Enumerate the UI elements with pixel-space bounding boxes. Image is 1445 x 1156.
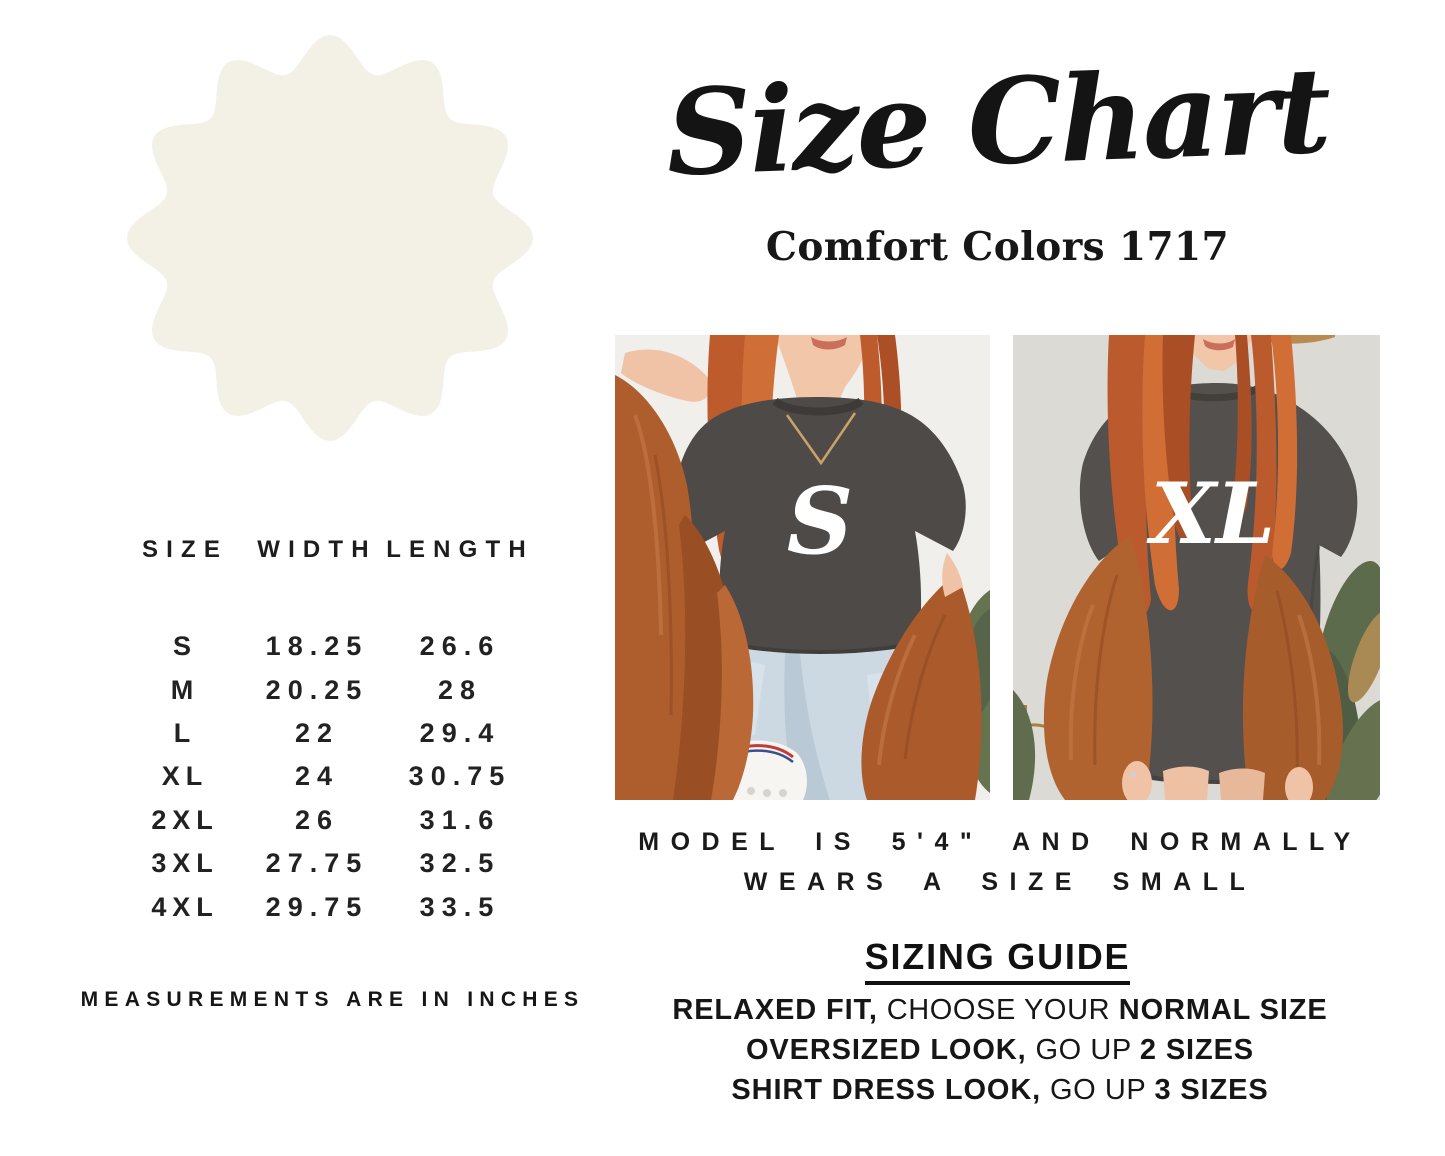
- scallop-shape: [125, 33, 535, 443]
- size-cell: L: [173, 717, 197, 748]
- table-row: [118, 842, 538, 885]
- header-size: SIZE: [142, 536, 228, 563]
- model-note-line2: WEARS A SIZE SMALL: [743, 868, 1257, 896]
- size-cell: S: [173, 631, 197, 662]
- shirt-size-letter-xl: XL: [1150, 464, 1276, 563]
- guide-segment: 2 SIZES: [1139, 1034, 1254, 1066]
- sizing-guide-line: [600, 990, 1400, 1030]
- length-cell: 28: [437, 674, 483, 705]
- header-length: LENGTH: [386, 536, 534, 563]
- shirt-size-letter-s: S: [786, 467, 854, 575]
- table-row: [118, 755, 538, 798]
- page-title: Size Chart: [664, 40, 1331, 203]
- model-photo-size-s: [615, 335, 990, 800]
- guide-segment: 3 SIZES: [1154, 1074, 1269, 1106]
- model-photo-size-xl: [1013, 335, 1380, 800]
- measurements-note: MEASUREMENTS ARE IN INCHES: [80, 988, 585, 1011]
- model-note: [610, 822, 1390, 902]
- length-cell: 32.5: [419, 848, 501, 879]
- length-cell: 26.6: [419, 631, 501, 662]
- guide-segment: OVERSIZED LOOK,: [745, 1034, 1036, 1066]
- sizing-guide-line: [600, 1070, 1400, 1110]
- guide-segment: RELAXED FIT,: [672, 994, 887, 1026]
- size-table-body: [118, 625, 538, 929]
- size-cell: 4XL: [151, 891, 219, 922]
- sizing-guide-heading: SIZING GUIDE: [865, 936, 1131, 985]
- table-row: [118, 625, 538, 668]
- size-table: [118, 536, 538, 564]
- width-cell: 29.75: [265, 891, 369, 922]
- page-subtitle: Comfort Colors 1717: [765, 224, 1230, 270]
- guide-segment: GO UP: [1050, 1074, 1155, 1106]
- width-cell: 20.25: [265, 674, 369, 705]
- table-row: [118, 885, 538, 928]
- size-table-header: [118, 536, 538, 564]
- length-cell: 31.6: [419, 804, 501, 835]
- width-cell: 26: [294, 804, 340, 835]
- guide-segment: CHOOSE YOUR: [886, 994, 1119, 1026]
- sizing-guide-line: [600, 1030, 1400, 1070]
- size-cell: M: [170, 674, 200, 705]
- size-cell: XL: [161, 761, 209, 792]
- width-cell: 27.75: [265, 848, 369, 879]
- length-cell: 29.4: [419, 717, 501, 748]
- width-cell: 18.25: [265, 631, 369, 662]
- length-cell: 33.5: [419, 891, 501, 922]
- width-cell: 22: [294, 717, 340, 748]
- model-note-line1: MODEL IS 5'4" AND NORMALLY: [638, 828, 1362, 856]
- guide-segment: SHIRT DRESS LOOK,: [731, 1074, 1050, 1106]
- length-cell: 30.75: [408, 761, 512, 792]
- table-row: [118, 712, 538, 755]
- guide-segment: GO UP: [1035, 1034, 1140, 1066]
- table-row: [118, 668, 538, 711]
- size-cell: 2XL: [151, 804, 219, 835]
- sizing-guide: [600, 990, 1400, 1110]
- guide-segment: NORMAL SIZE: [1118, 994, 1328, 1026]
- header-width: WIDTH: [257, 536, 377, 563]
- size-cell: 3XL: [151, 848, 219, 879]
- width-cell: 24: [294, 761, 340, 792]
- table-row: [118, 799, 538, 842]
- model-leg: [1163, 767, 1209, 801]
